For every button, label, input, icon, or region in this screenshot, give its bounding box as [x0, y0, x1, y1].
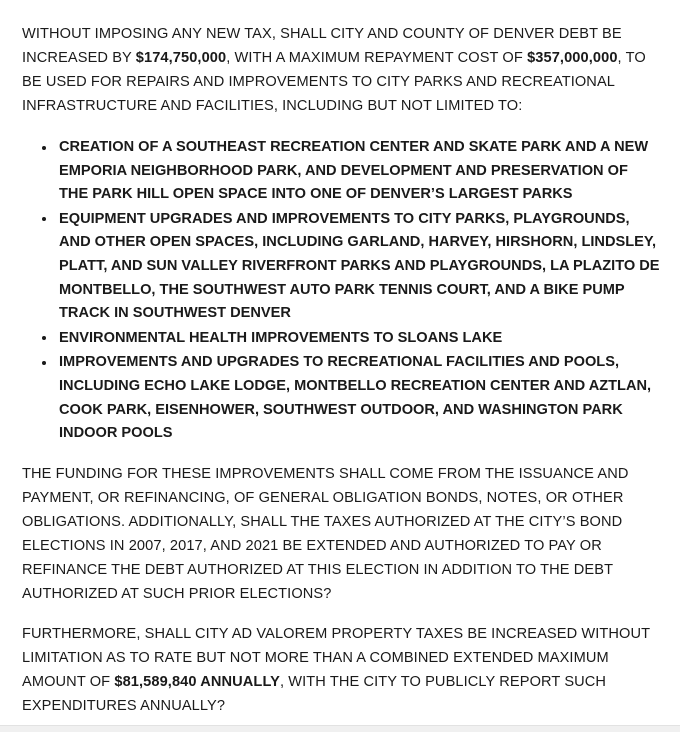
intro-paragraph — [22, 22, 660, 118]
intro-text-before-first-amount: WITHOUT IMPOSING ANY NEW TAX, SHALL CITY AND COUNTY OF DENVER DEBT BE INCREASED BY — [22, 26, 622, 66]
list-item-label: ENVIRONMENTAL HEALTH IMPROVEMENTS TO SLOANS LAKE — [59, 329, 503, 346]
funding-paragraph-text: THE FUNDING FOR THESE IMPROVEMENTS SHALL COME FROM THE ISSUANCE AND PAYMENT, OR REFINANCING, OF GENERAL OBLIGATION BONDS, NOTES, OR OTHER OBLIGATIONS. ADDITIONALLY, SHALL THE TAXES AUTHORIZED AT THE CITY’S BOND ELECTIONS IN 2007, 2017, AND 2021 BE EXTENDED AND AUTHORIZED TO PAY OR REFINANCE THE DEBT AUTHORIZED AT THIS ELECTION IN ADDITION TO THE DEBT AUTHORIZED AT SUCH PRIOR ELECTIONS? — [22, 465, 629, 602]
funding-paragraph — [22, 462, 660, 606]
list-item-label: IMPROVEMENTS AND UPGRADES TO RECREATIONAL FACILITIES AND POOLS, INCLUDING ECHO LAKE LODGE, MONTBELLO RECREATION CENTER AND AZTLAN, COOK PARK, EISENHOWER, SOUTHWEST OUTDOOR, AND WASHINGTON PARK INDOOR POOLS — [59, 354, 652, 442]
intro-text-between-amounts: , WITH A MAXIMUM REPAYMENT COST OF — [226, 50, 528, 66]
list-item — [40, 208, 660, 326]
list-item — [40, 351, 660, 445]
tax-increase-paragraph — [22, 622, 660, 718]
list-item — [40, 136, 660, 207]
list-item — [40, 327, 660, 351]
tax-paragraph-text-after-amount: , WITH THE CITY TO PUBLICLY REPORT SUCH EXPENDITURES ANNUALLY? — [22, 673, 607, 714]
page-footer-divider — [0, 725, 680, 732]
intro-text-after-second-amount: , TO BE USED FOR REPAIRS AND IMPROVEMENTS TO CITY PARKS AND RECREATIONAL INFRASTRUCTURE AND FACILITIES, INCLUDING BUT NOT LIMITED TO: — [22, 50, 646, 114]
debt-increase-amount: $174,750,000 — [135, 50, 227, 66]
list-item-label: CREATION OF A SOUTHEAST RECREATION CENTER AND SKATE PARK AND A NEW EMPORIA NEIGHBORHOOD PARK, AND DEVELOPMENT AND PRESERVATION OF THE PARK HILL OPEN SPACE INTO ONE OF DENVER’S LARGEST PARKS — [59, 139, 649, 203]
project-list — [22, 136, 660, 446]
list-item-label: EQUIPMENT UPGRADES AND IMPROVEMENTS TO CITY PARKS, PLAYGROUNDS, AND OTHER OPEN SPACES, INCLUDING GARLAND, HARVEY, HIRSHORN, LINDSLEY, PLATT, AND SUN VALLEY RIVERFRONT PARKS AND PLAYGROUNDS, LA PLAZITO DE MONTBELLO, THE SOUTHWEST AUTO PARK TENNIS COURT, AND A BIKE PUMP TRACK IN SOUTHWEST DENVER — [59, 210, 660, 322]
annual-maximum-amount: $81,589,840 ANNUALLY — [114, 673, 280, 690]
maximum-repayment-amount: $357,000,000 — [527, 50, 618, 66]
tax-paragraph-text-before-amount: FURTHERMORE, SHALL CITY AD VALOREM PROPERTY TAXES BE INCREASED WITHOUT LIMITATION AS TO RATE BUT NOT MORE THAN A COMBINED EXTENDED MAXIMUM AMOUNT OF — [22, 625, 650, 690]
